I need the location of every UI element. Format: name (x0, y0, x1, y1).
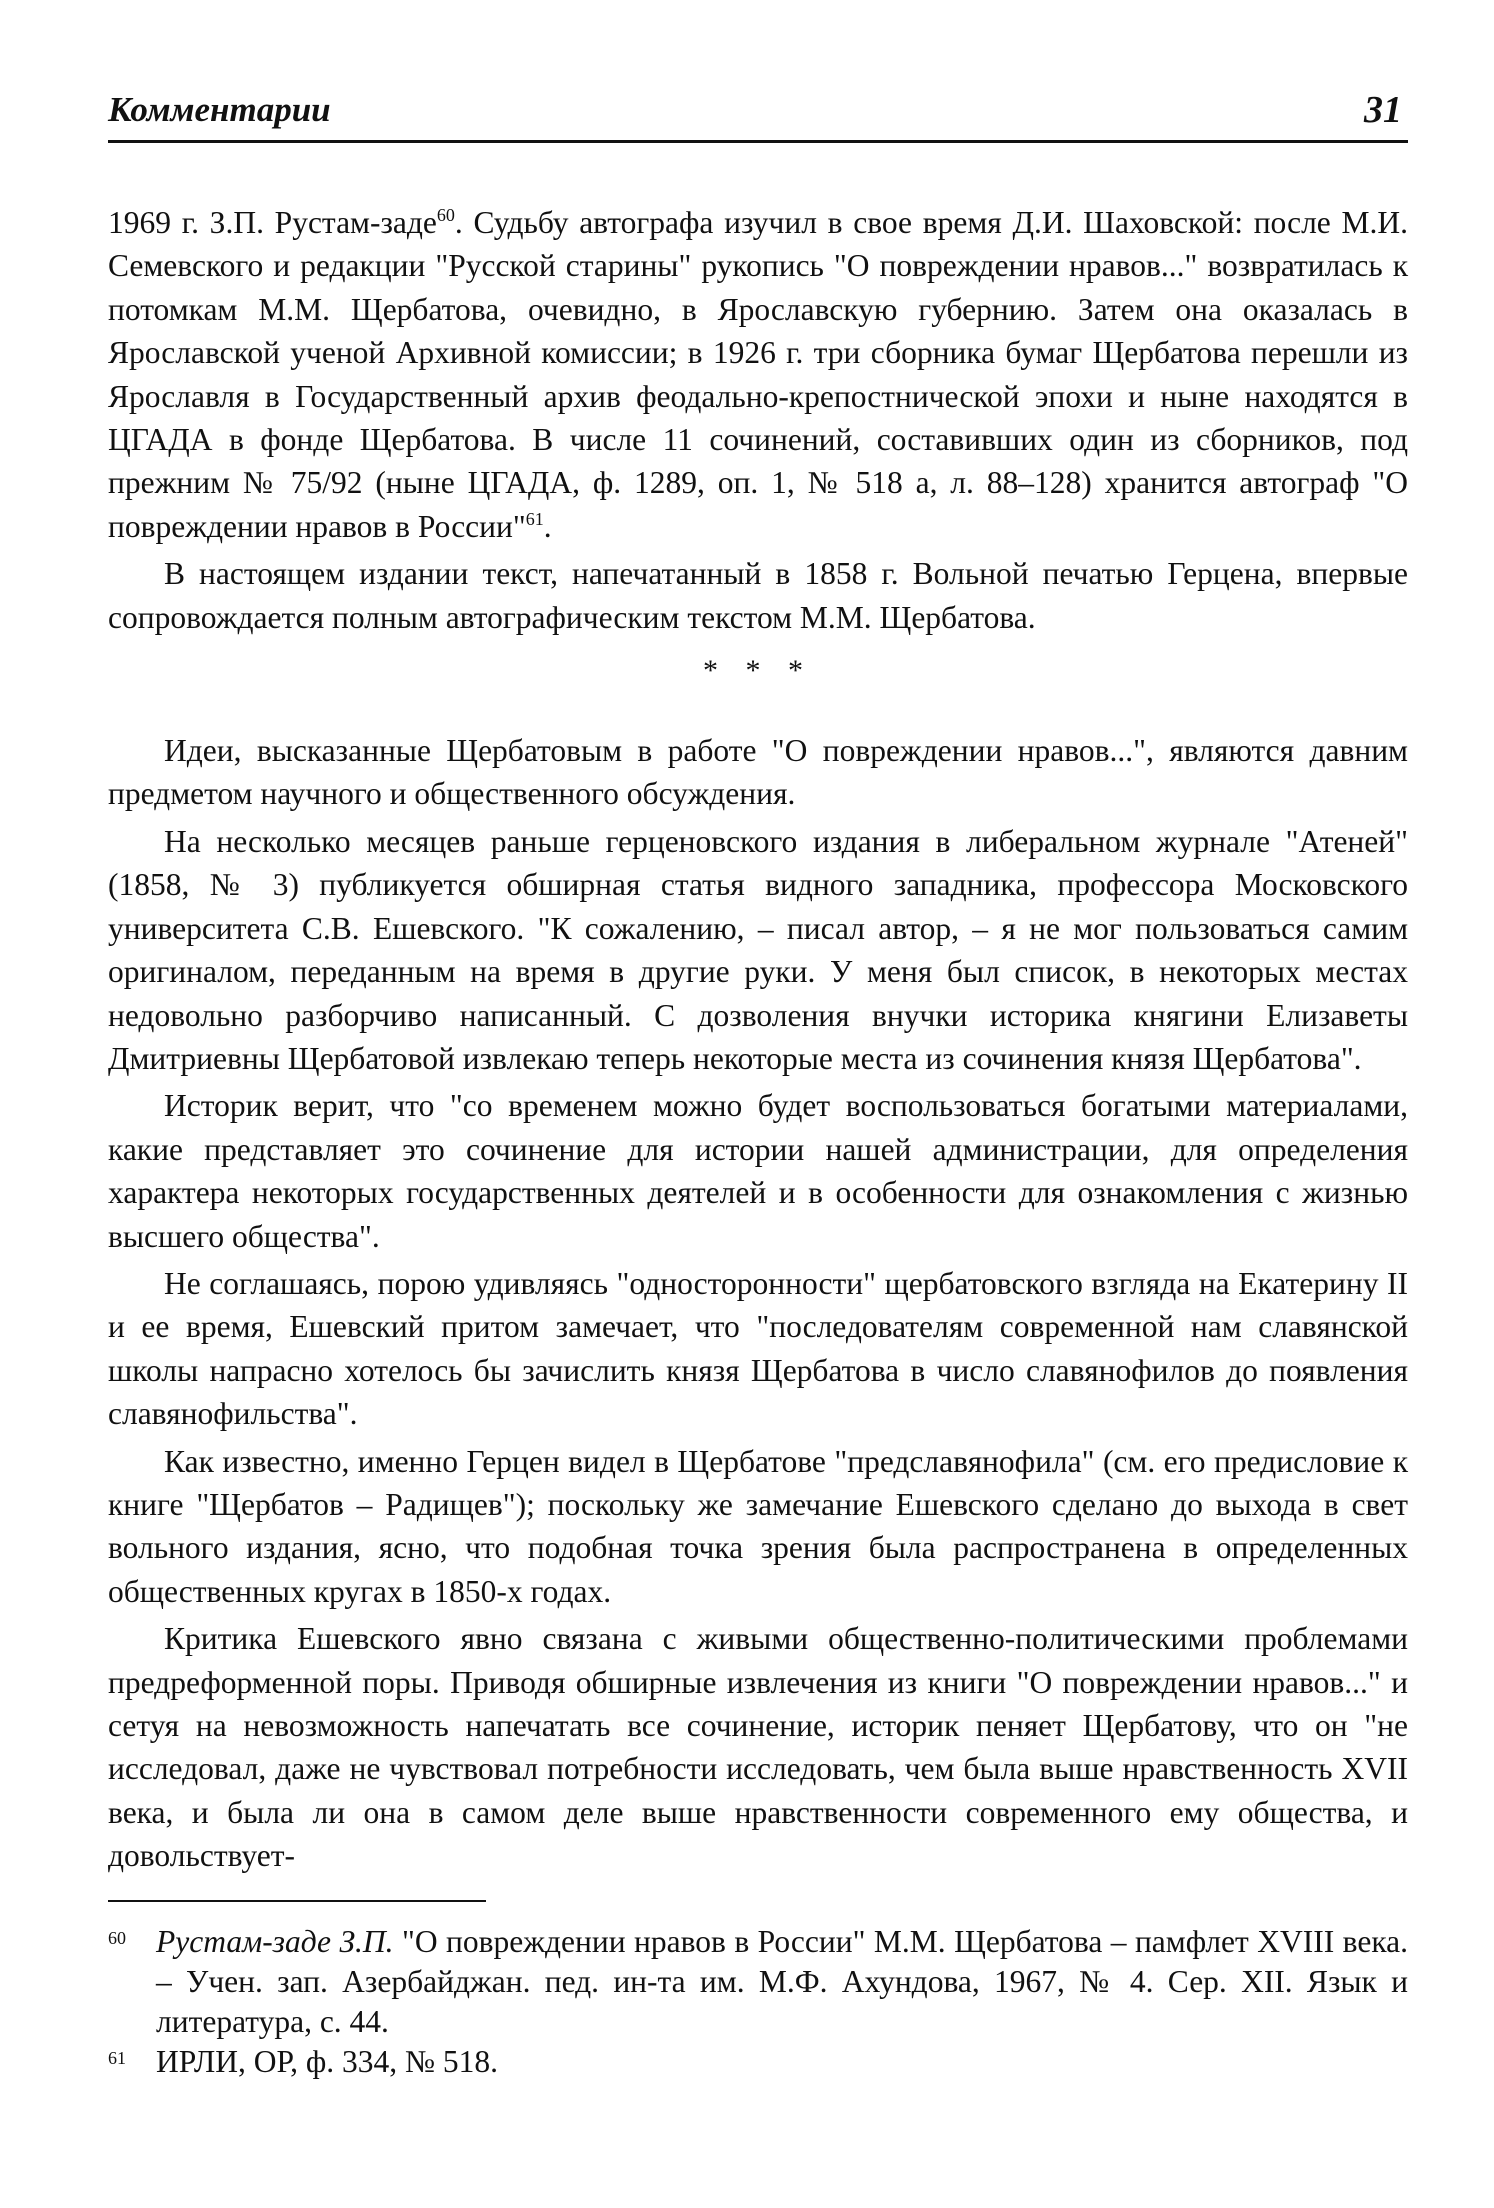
footnote-61 (108, 2042, 1408, 2082)
section-two (108, 729, 1408, 1878)
footnote-text: "О повреждении нравов в России" М.М. Щербатова – памфлет XVIII века. – Учен. зап. Азербайджан. пед. ин-та им. М.Ф. Ахундова, 1967, № 4. Сер. XII. Язык и литература, с. 44. (156, 1923, 1408, 2039)
book-page (108, 90, 1408, 2082)
running-header (108, 90, 1408, 143)
paragraph-text: 1969 г. З.П. Рустам-заде (108, 205, 437, 240)
paragraph: Идеи, высказанные Щербатовым в работе "О повреждении нравов...", являются давним предметом научного и общественного обсуждения. (108, 733, 1408, 812)
running-title: Комментарии (108, 90, 331, 129)
paragraph: В настоящем издании текст, напечатанный в 1858 г. Вольной печатью Герцена, впервые сопровождается полным автографическим текстом М.М. Щербатова. (108, 556, 1408, 635)
footnote-body (156, 1922, 1408, 2042)
footnote-divider (108, 1900, 486, 1902)
paragraph-text: . (543, 508, 552, 544)
paragraph: На несколько месяцев раньше герценовского издания в либеральном журнале "Атеней" (1858, № 3) публикуется обширная статья видного западника, профессора Московского университета С.В. Ешевского. "К сожалению, – писал автор, – я не мог пользоваться самим оригиналом, переданным на время в другие руки. У меня был список, в некоторых местах недовольно разборчиво написанный. С дозволения внучки историка княгини Елизаветы Дмитриевны Щербатовой извлекаю теперь некоторые места из сочинения князя Щербатова". (108, 823, 1408, 1076)
section-separator: * * * (703, 654, 813, 688)
paragraph: Как известно, именно Герцен видел в Щербатове "предславянофила" (см. его предисловие к книге "Щербатов – Радищев"); поскольку же замечание Ешевского сделано до выхода в свет вольного издания, ясно, что подобная точка зрения была распространена в определенных общественных кругах в 1850-х годах. (108, 1443, 1408, 1609)
footnote-ref-61: 61 (525, 508, 544, 529)
main-text (108, 201, 1408, 1878)
footnote-text: ИРЛИ, ОР, ф. 334, № 518. (156, 2043, 499, 2079)
footnote-mark: 61 (108, 2047, 126, 2068)
footnotes (108, 1922, 1408, 2082)
paragraph: Критика Ешевского явно связана с живыми общественно-политическими проблемами предреформенной поры. Приводя обширные извлечения из книги "О повреждении нравов..." и сетуя на невозможность напечатать все сочинение, историк пеняет Щербатову, что он "не исследовал, даже не чувствовал потребности исследовать, чем была выше нравственность XVII века, и была ли она в самом деле выше нравственности современного ему общества, и довольствует- (108, 1621, 1408, 1874)
footnote-body (156, 2042, 1408, 2082)
footnote-ref-60: 60 (436, 205, 455, 225)
paragraph: Историк верит, что "со временем можно будет воспользоваться богатыми материалами, какие представляет это сочинение для истории нашей администрации, для определения характера некоторых государственных деятелей и в особенности для ознакомления с жизнью высшего общества". (108, 1088, 1408, 1254)
paragraph (108, 201, 1408, 548)
footnote-60 (108, 1922, 1408, 2042)
footnote-mark: 60 (108, 1927, 126, 1948)
paragraph: Не соглашаясь, порою удивляясь "односторонности" щербатовского взгляда на Екатерину II и ее время, Ешевский притом замечает, что "последователям современной нам славянской школы напрасно хотелось бы зачислить князя Щербатова в число славянофилов до появления славянофильства". (108, 1265, 1408, 1432)
paragraph-text: . Судьбу автографа изучил в свое время Д.И. Шаховской: после М.И. Семевского и редакции "Русской старины" рукопись "О повреждении нравов..." возвратилась к потомкам М.М. Щербатова, очевидно, в Ярославскую губернию. Затем она оказалась в Ярославской ученой Архивной комиссии; в 1926 г. три сборника бумаг Щербатова перешли из Ярославля в Государственный архив феодально-крепостнической эпохи и ныне находятся в ЦГАДА в фонде Щербатова. В числе 11 сочинений, составивших один из сборников, под прежним № 75/92 (ныне ЦГАДА, ф. 1289, оп. 1, № 518 а, л. 88–128) хранится автограф "О повреждении нравов в России" (108, 205, 1408, 544)
footnote-author: Рустам-заде З.П. (156, 1923, 394, 1959)
page-number: 31 (1364, 89, 1402, 131)
